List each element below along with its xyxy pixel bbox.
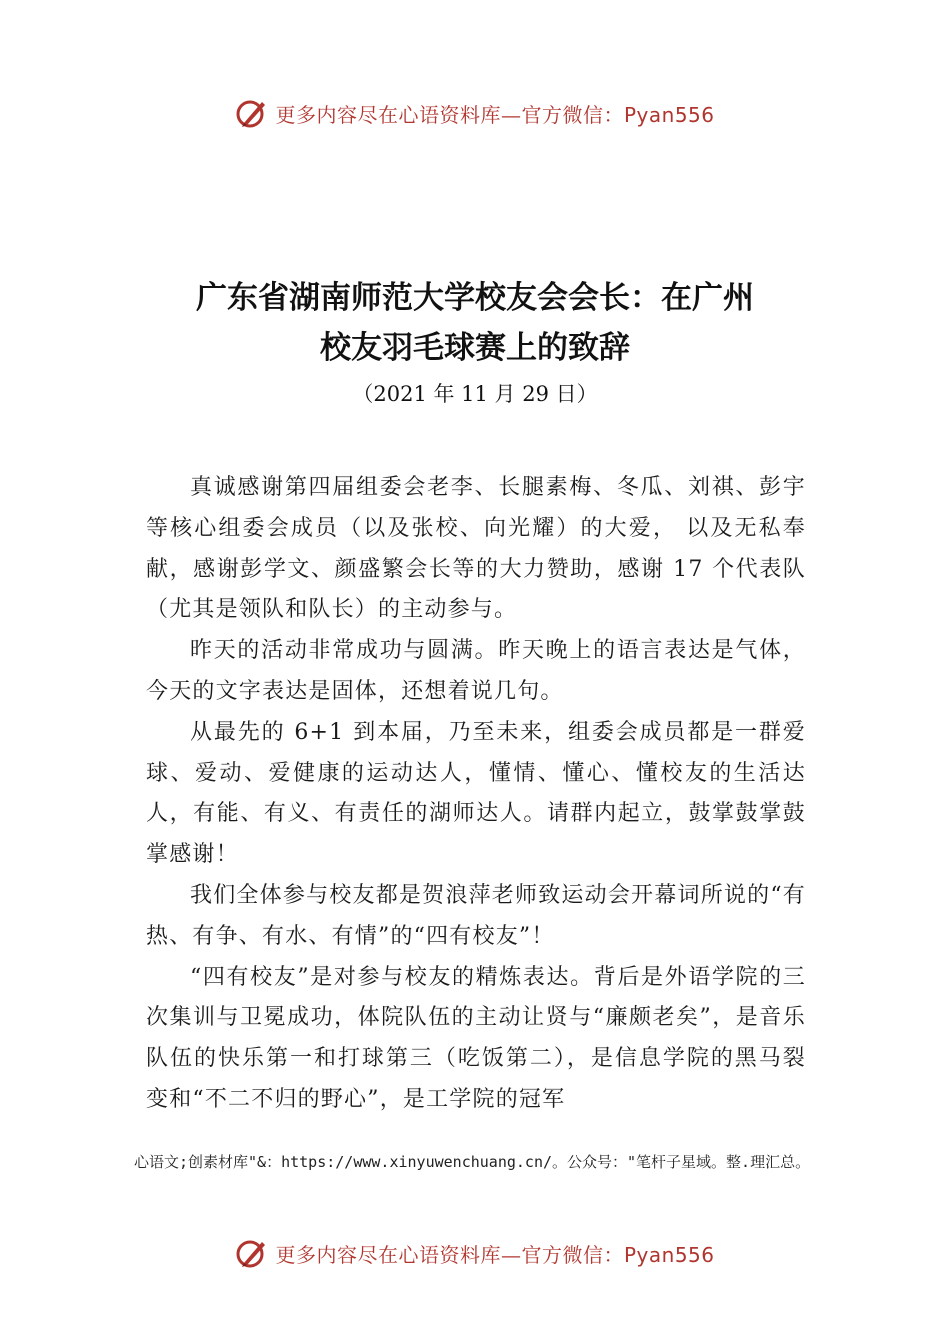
banner-title: 更多内容尽在心语资料库	[275, 102, 501, 127]
banner-wechat-label: 官方微信：	[521, 1242, 624, 1267]
document-date: （2021 年 11 月 29 日）	[352, 382, 598, 406]
paragraph: “四有校友”是对参与校友的精炼表达。背后是外语学院的三次集训与卫冕成功，体院队伍的主动让贤与“廉颇老矣”，是音乐队伍的快乐第一和打球第三（吃饭第二），是信息学院的黑马裂变和“不二不归的野心”，是工学院的冠军	[146, 964, 806, 1112]
pen-logo-icon	[235, 96, 269, 130]
banner-separator: —	[500, 1242, 522, 1267]
paragraph: 从最先的 6+1 到本届，乃至未来，组委会成员都是一群爱球、爱动、爱健康的运动达人，懂情、懂心、懂校友的生活达人，有能、有义、有责任的湖师达人。请群内起立，鼓掌鼓掌鼓掌感谢！	[146, 719, 806, 868]
title-line-1: 广东省湖南师范大学校友会会长：在广州	[196, 280, 754, 316]
header-banner	[0, 93, 950, 133]
paragraph: 真诚感谢第四届组委会老李、长腿素梅、冬瓜、刘祺、彭宇等核心组委会成员（以及张校、向光耀）的大爱， 以及无私奉献，感谢彭学文、颜盛繁会长等的大力赞助，感谢 17 个代表队（尤其是领队和队长）的主动参与。	[146, 475, 806, 623]
paragraph: 我们全体参与校友都是贺浪萍老师致运动会开幕词所说的“有热、有争、有水、有情”的“四有校友”！	[146, 882, 806, 949]
banner-title: 更多内容尽在心语资料库	[275, 1242, 501, 1267]
banner-separator: —	[500, 102, 522, 127]
footer-banner	[0, 1233, 950, 1273]
document-body	[146, 468, 806, 1121]
source-note: 心语文;创素材库"&：https://www.xinyuwenchuang.cn/。公众号："笔杆子星域。整.理汇总。	[134, 1153, 811, 1171]
title-line-2: 校友羽毛球赛上的致辞	[320, 330, 630, 366]
banner-wechat-id: Pyan556	[623, 1242, 715, 1267]
document-title	[100, 273, 850, 373]
banner-wechat-id: Pyan556	[623, 102, 715, 127]
paragraph: 昨天的活动非常成功与圆满。昨天晚上的语言表达是气体，今天的文字表达是固体，还想着说几句。	[146, 638, 806, 704]
pen-logo-icon	[235, 1236, 269, 1270]
banner-wechat-label: 官方微信：	[521, 102, 624, 127]
